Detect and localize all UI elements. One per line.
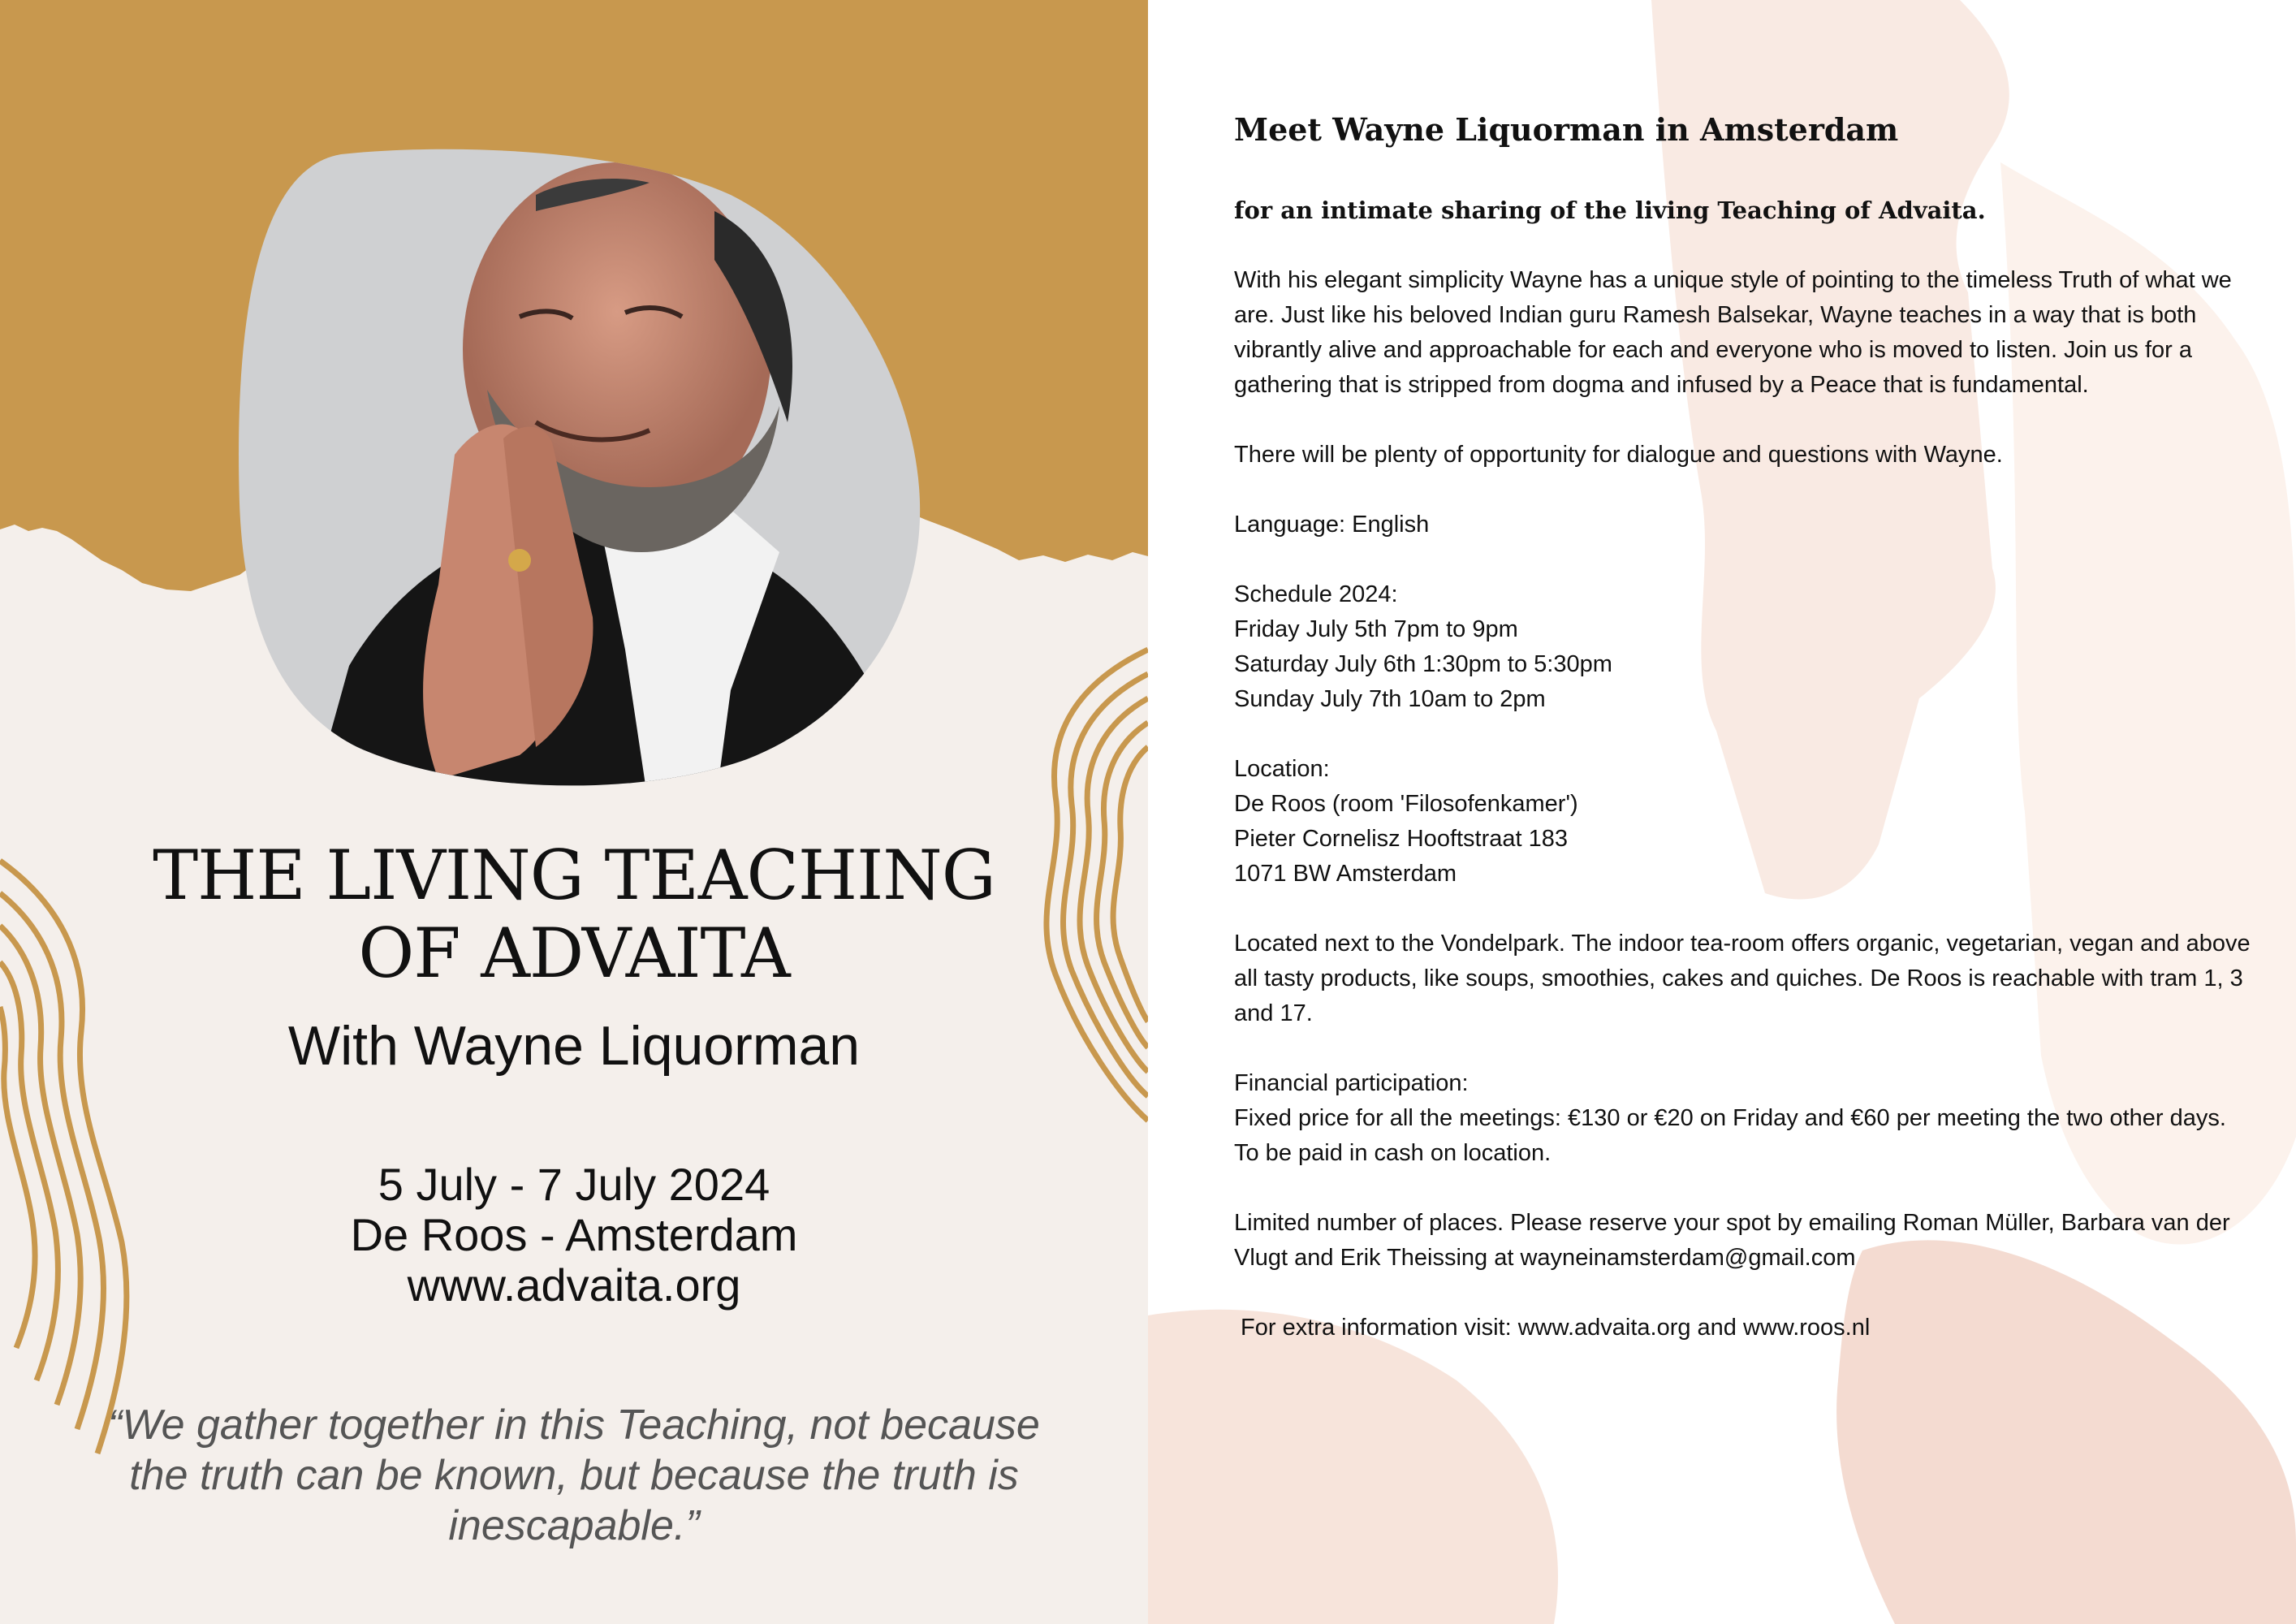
- portrait-photo-icon: [0, 0, 1148, 812]
- location-line: Pieter Cornelisz Hooftstraat 183: [1234, 826, 1569, 852]
- dialogue-paragraph: There will be plenty of opportunity for dialogue and questions with Wayne.: [1234, 442, 2003, 468]
- quote: “We gather together in this Teaching, not because the truth can be known, but because the truth is inescapable.”: [108, 1402, 1040, 1549]
- event-details: [0, 1160, 1148, 1311]
- financial-payment: To be paid in cash on location.: [1234, 1140, 1552, 1166]
- event-venue: De Roos - Amsterdam: [350, 1209, 798, 1260]
- financial-section: [1234, 1066, 2265, 1171]
- schedule-item: Sunday July 7th 10am to 2pm: [1234, 686, 1546, 712]
- description-heading: Meet Wayne Liquorman in Amsterdam: [1234, 111, 1899, 148]
- financial-label: Financial participation:: [1234, 1070, 1469, 1096]
- financial-price: Fixed price for all the meetings: €130 or €20 on Friday and €60 per meeting the two other days.: [1234, 1105, 2226, 1131]
- event-website[interactable]: www.advaita.org: [407, 1259, 741, 1311]
- reservation-paragraph[interactable]: Limited number of places. Please reserve your spot by emailing Roman Müller, Barbara van der Vlugt and Erik Theissing at wayneinamsterdam@gmail.com: [1234, 1210, 2230, 1271]
- title-line-2: OF ADVAITA: [358, 914, 790, 993]
- location-line: De Roos (room 'Filosofenkamer'): [1234, 791, 1578, 817]
- schedule-item: Friday July 5th 7pm to 9pm: [1234, 616, 1518, 642]
- location-line: 1071 BW Amsterdam: [1234, 861, 1457, 887]
- intro-paragraph: With his elegant simplicity Wayne has a unique style of pointing to the timeless Truth of what we are. Just like his beloved Indian guru Ramesh Balsekar, Wayne teaches in a way that is both vibrantly alive and approachable for each and everyone who is moved to listen. Join us for a gathering that is stripped from dogma and infused by a Peace that is fundamental.: [1234, 267, 2232, 398]
- description-subheading: for an intimate sharing of the living Teaching of Advaita.: [1234, 197, 1986, 224]
- language-line: Language: English: [1234, 512, 1430, 538]
- watercolor-shape-bottom-left: [1148, 1310, 1558, 1624]
- location-section: [1234, 752, 2265, 892]
- right-panel: [1148, 0, 2296, 1624]
- schedule-label: Schedule 2024:: [1234, 581, 1398, 607]
- location-description: Located next to the Vondelpark. The indoor tea-room offers organic, vegetarian, vegan and above all tasty products, like soups, smoothies, cakes and quiches. De Roos is reachable with tram 1, 3 and 17.: [1234, 931, 2251, 1026]
- event-description: [1234, 106, 2265, 1345]
- event-title: [0, 836, 1148, 992]
- title-line-1: THE LIVING TEACHING: [153, 836, 995, 915]
- event-subtitle: With Wayne Liquorman: [287, 1015, 861, 1077]
- schedule-section: [1234, 577, 2265, 717]
- event-dates: 5 July - 7 July 2024: [378, 1159, 770, 1210]
- extra-info-line[interactable]: For extra information visit: www.advaita.org and www.roos.nl: [1234, 1315, 1871, 1341]
- location-label: Location:: [1234, 756, 1330, 782]
- schedule-item: Saturday July 6th 1:30pm to 5:30pm: [1234, 651, 1612, 677]
